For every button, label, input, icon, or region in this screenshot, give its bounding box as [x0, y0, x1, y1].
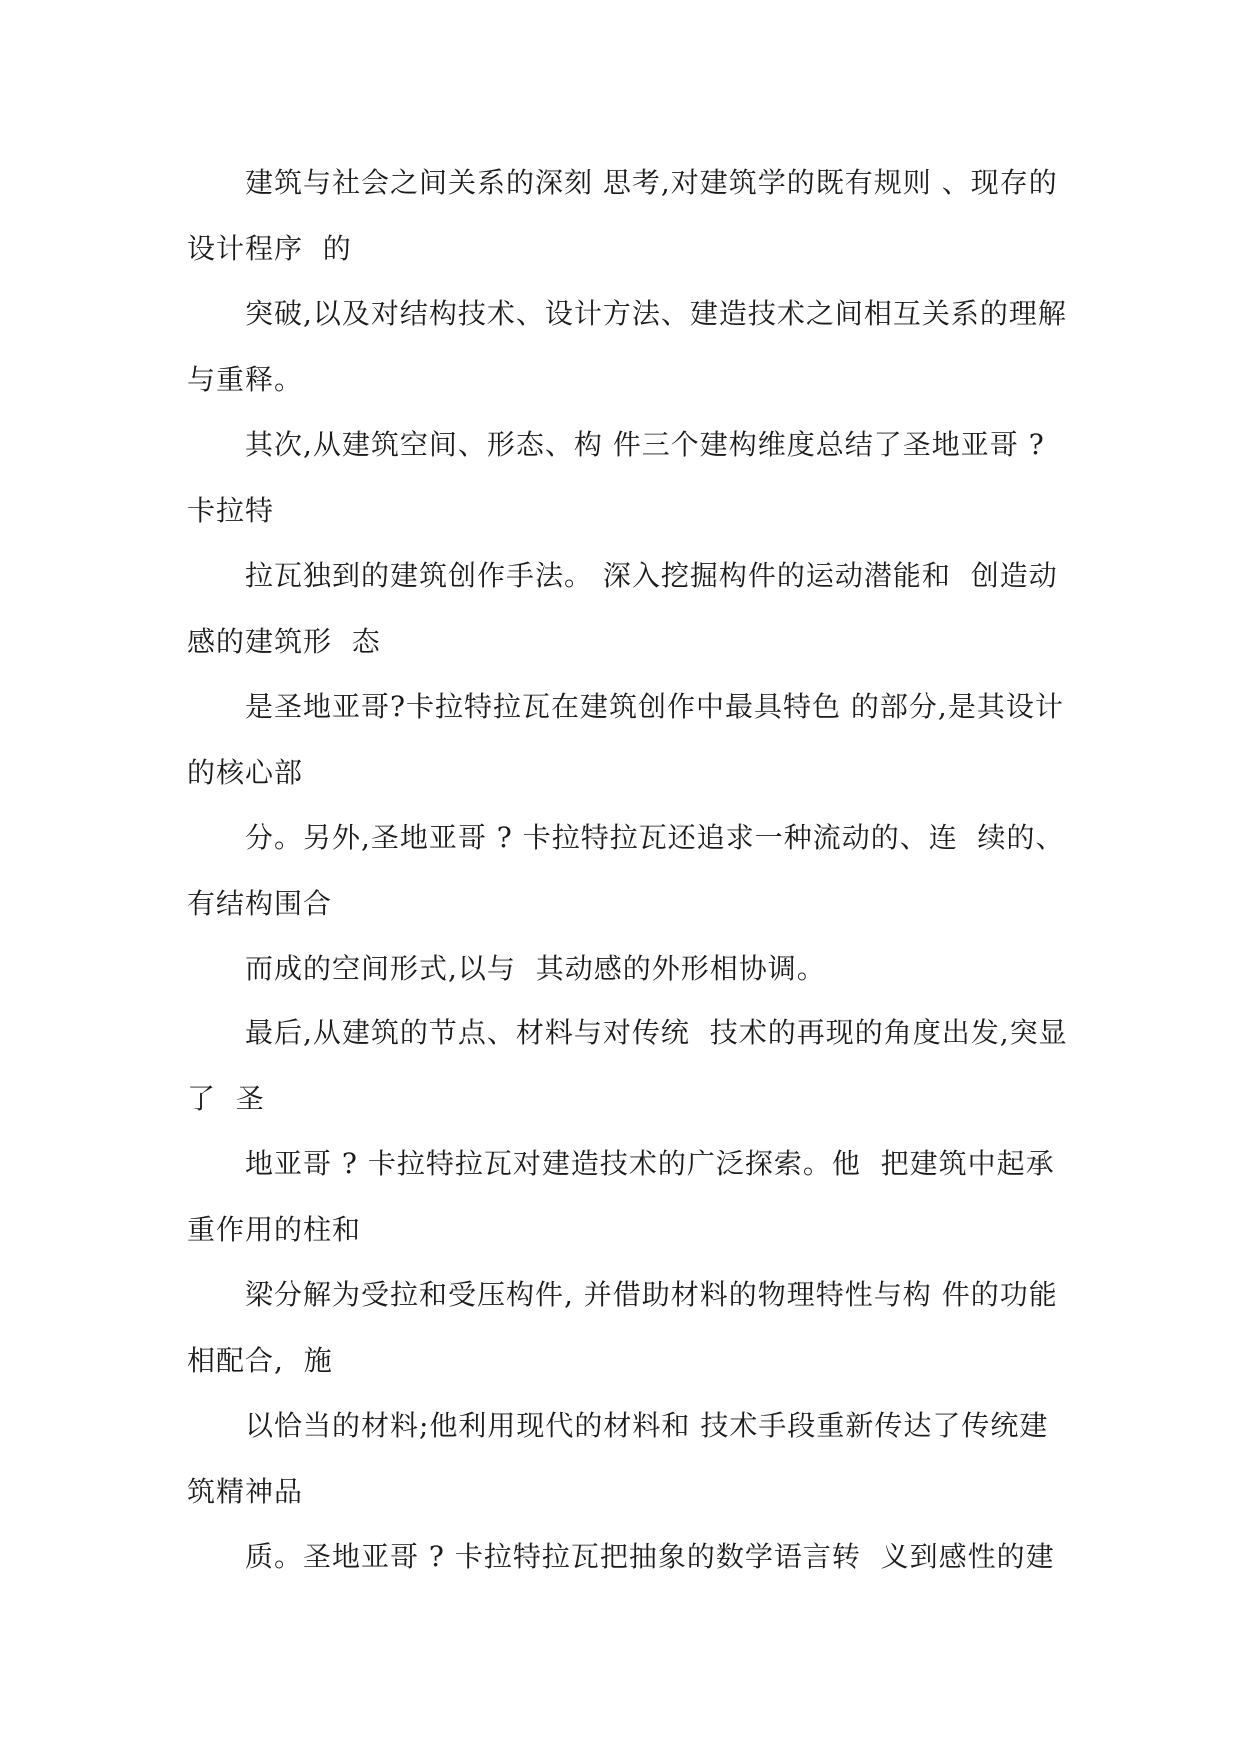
paragraph-2: 突破,以及对结构技术、设计方法、建造技术之间相互关系的理解与重释。	[187, 297, 1067, 396]
paragraph-10: 梁分解为受拉和受压构件, 并借助材料的物理特性与构 件的功能相配合, 施	[187, 1278, 1058, 1377]
paragraph-8: 最后,从建筑的节点、材料与对传统 技术的再现的角度出发,突显了 圣	[187, 1016, 1068, 1115]
paragraph-12: 质。圣地亚哥 ? 卡拉特拉瓦把抽象的数学语言转 义到感性的建	[245, 1540, 1055, 1573]
paragraph-7: 而成的空间形式,以与 其动感的外形相协调。	[245, 952, 826, 985]
paragraph-4: 拉瓦独到的建筑创作手法。 深入挖掘构件的运动潜能和 创造动感的建筑形 态	[187, 559, 1058, 658]
paragraph-6: 分。另外,圣地亚哥 ? 卡拉特拉瓦还追求一种流动的、连 续的、有结构围合	[187, 821, 1065, 920]
paragraph-9: 地亚哥 ? 卡拉特拉瓦对建造技术的广泛探索。他 把建筑中起承重作用的柱和	[187, 1147, 1055, 1246]
paragraph-5: 是圣地亚哥?卡拉特拉瓦在建筑创作中最具特色 的部分,是其设计的核心部	[187, 690, 1064, 789]
paragraph-3: 其次,从建筑空间、形态、构 件三个建构维度总结了圣地亚哥 ? 卡拉特	[187, 428, 1055, 527]
paragraph-1: 建筑与社会之间关系的深刻 思考,对建筑学的既有规则 、现存的设计程序 的	[187, 166, 1058, 265]
paragraph-11: 以恰当的材料;他利用现代的材料和 技术手段重新传达了传统建筑精神品	[187, 1409, 1049, 1508]
